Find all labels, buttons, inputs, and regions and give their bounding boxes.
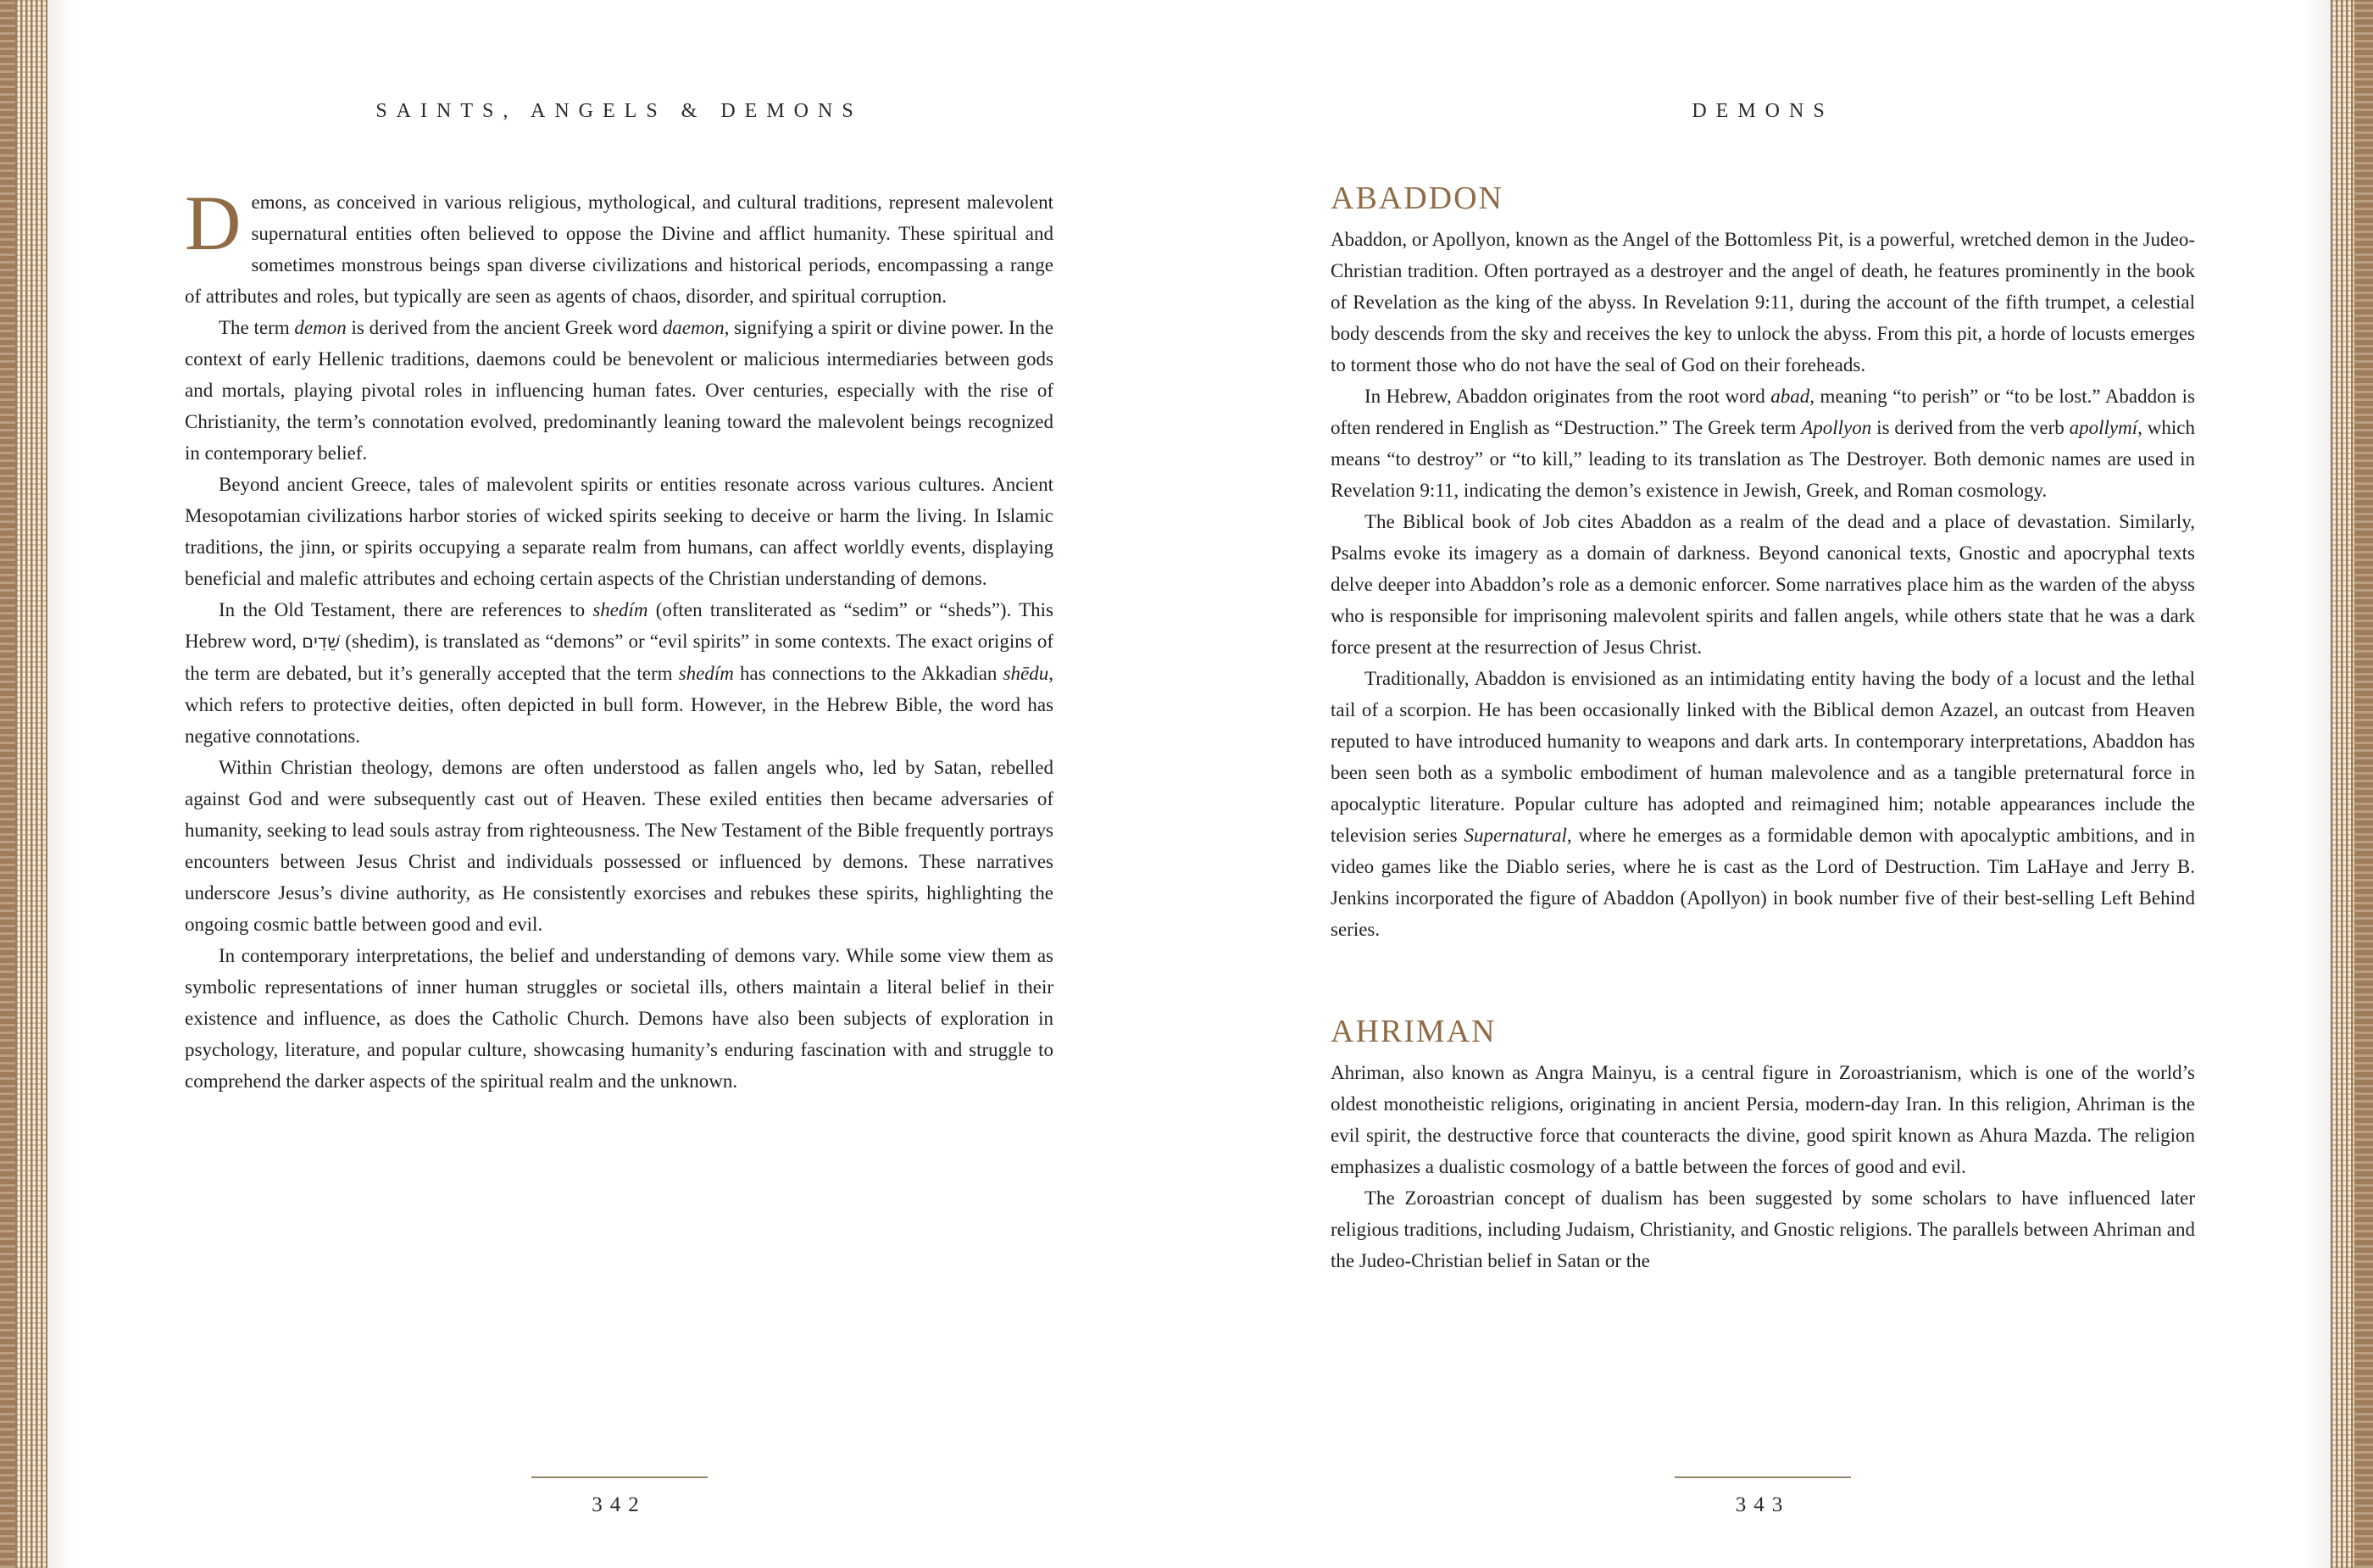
right-page-edge-shading <box>2302 0 2331 1568</box>
right-page-footer <box>1331 1476 2195 1517</box>
paragraph: Abaddon, or Apollyon, known as the Angel of the Bottomless Pit, is a powerful, wretched demon in the Judeo-Christian tradition. Often portrayed as a destroyer and the angel of death, he features prominently in the book of Revelation as the king of the abyss. In Revelation 9:11, during the account of the fifth trumpet, a celestial body descends from the sky and receives the key to unlock the abyss. From this pit, a horde of locusts emerges to torment those who do not have the seal of God on their foreheads. <box>1331 229 2195 375</box>
section-title-abaddon: ABADDON <box>1331 181 1503 216</box>
left-page-number: 342 <box>592 1493 647 1516</box>
right-page-number: 343 <box>1735 1493 1791 1516</box>
paragraph-text: emons, as conceived in various religious, mythological, and cultural traditions, represent malevolent supernatural entities often believed to oppose the Divine and afflict humanity. These spiritual and sometimes monstrous beings span diverse civilizations and historical periods, encompassing a range of attributes and roles, but typically are seen as agents of chaos, disorder, and spiritual corruption. <box>185 192 1053 307</box>
paragraph: In the Old Testament, there are references to shedím (often transliterated as “sedim” or “sheds”). This Hebrew word, שֵׁדִים (shedim), is translated as “demons” or “evil spirits” in some contexts. The exact origins of the term are debated, but it’s generally accepted that the term shedím has connections to the Akkadian shēdu, which refers to protective deities, often depicted in bull form. However, in the Hebrew Bible, the word has negative connotations. <box>185 599 1053 747</box>
paragraph: The Zoroastrian concept of dualism has been suggested by some scholars to have influenced later religious traditions, including Judaism, Christianity, and Gnostic religions. The parallels between Ahriman and the Judeo-Christian belief in Satan or the <box>1331 1187 2195 1271</box>
right-page-body <box>1331 180 2195 1276</box>
drop-cap: D <box>185 180 242 266</box>
paragraph: Beyond ancient Greece, tales of malevolent spirits or entities resonate across various cultures. Ancient Mesopotamian civilizations harbor stories of wicked spirits seeking to deceive or harm the living. In Islamic traditions, the jinn, or spirits occupying a separate realm from humans, can affect worldly events, displaying beneficial and malefic attributes and echoing certain aspects of the Christian understanding of demons. <box>185 474 1053 589</box>
paragraph: Ahriman, also known as Angra Mainyu, is a central figure in Zoroastrianism, which is one of the world’s oldest monotheistic religions, originating in ancient Persia, modern-day Iran. In this religion, Ahriman is the evil spirit, the destructive force that counteracts the divine, good spirit known as Ahura Mazda. The religion emphasizes a dualistic cosmology of a battle between the forces of good and evil. <box>1331 1062 2195 1177</box>
left-running-head: SAINTS, ANGELS & DEMONS <box>375 100 863 122</box>
paragraph: The term demon is derived from the ancient Greek word daemon, signifying a spirit or divine power. In the context of early Hellenic traditions, daemons could be benevolent or malicious intermediaries between gods and mortals, playing pivotal roles in influencing human fates. Over centuries, especially with the rise of Christianity, the term’s connotation evolved, predominantly leaning toward the malevolent beings recognized in contemporary belief. <box>185 317 1054 464</box>
left-edge-decoration <box>0 0 47 1568</box>
left-page-body <box>185 180 1054 1097</box>
footer-rule <box>531 1476 708 1478</box>
paragraph: In contemporary interpretations, the belief and understanding of demons vary. While some view them as symbolic representations of inner human struggles or societal ills, others maintain a literal belief in their existence and influence, as does the Catholic Church. Demons have also been subjects of exploration in psychology, literature, and popular culture, showcasing humanity’s enduring fascination with and struggle to comprehend the darker aspects of the spiritual realm and the unknown. <box>185 945 1053 1092</box>
section-ahriman <box>1331 1013 2195 1276</box>
paragraph: The Biblical book of Job cites Abaddon as a realm of the dead and a place of devastation. Similarly, Psalms evoke its imagery as a domain of darkness. Beyond canonical texts, Gnostic and apocryphal texts delve deeper into Abaddon’s role as a demonic enforcer. Some narratives place him as the warden of the abyss who is responsible for imprisoning malevolent spirits and fallen angels, while others state that he was a dark force present at the resurrection of Jesus Christ. <box>1331 511 2195 658</box>
right-edge-decoration <box>2331 0 2373 1568</box>
section-abaddon <box>1331 180 2195 945</box>
paragraph: In Hebrew, Abaddon originates from the root word abad, meaning “to perish” or “to be lost.” Abaddon is often rendered in English as “Destruction.” The Greek term Apollyon is derived from the verb apollymí, which means “to destroy” or “to kill,” leading to its translation as The Destroyer. Both demonic names are used in Revelation 9:11, indicating the demon’s existence in Jewish, Greek, and Roman cosmology. <box>1331 386 2195 501</box>
left-page-edge-shading <box>47 0 76 1568</box>
footer-rule <box>1675 1476 1851 1478</box>
paragraph: Traditionally, Abaddon is envisioned as an intimidating entity having the body of a locust and the lethal tail of a scorpion. He has been occasionally linked with the Biblical demon Azazel, an outcast from Heaven reputed to have introduced humanity to weapons and dark arts. In contemporary interpretations, Abaddon has been seen both as a symbolic embodiment of human malevolence and as a tangible preternatural force in apocalyptic literature. Popular culture has adopted and reimagined him; notable appearances include the television series Supernatural, where he emerges as a formidable demon with apocalyptic ambitions, and in video games like the Diablo series, where he is cast as the Lord of Destruction. Tim LaHaye and Jerry B. Jenkins incorporated the figure of Abaddon (Apollyon) in book number five of their best-selling Left Behind series. <box>1331 668 2195 940</box>
section-title-ahriman: AHRIMAN <box>1331 1014 1497 1049</box>
paragraph <box>185 180 1053 312</box>
paragraph: Within Christian theology, demons are often understood as fallen angels who, led by Satan, rebelled against God and were subsequently cast out of Heaven. These exiled entities then became adversaries of humanity, seeking to lead souls astray from righteousness. The New Testament of the Bible frequently portrays encounters between Jesus Christ and individuals possessed or influenced by demons. These narratives underscore Jesus’s divine authority, as He consistently exorcises and rebukes these spirits, highlighting the ongoing cosmic battle between good and evil. <box>185 757 1053 935</box>
right-running-head: DEMONS <box>1692 100 1834 122</box>
left-page-footer <box>185 1476 1053 1517</box>
